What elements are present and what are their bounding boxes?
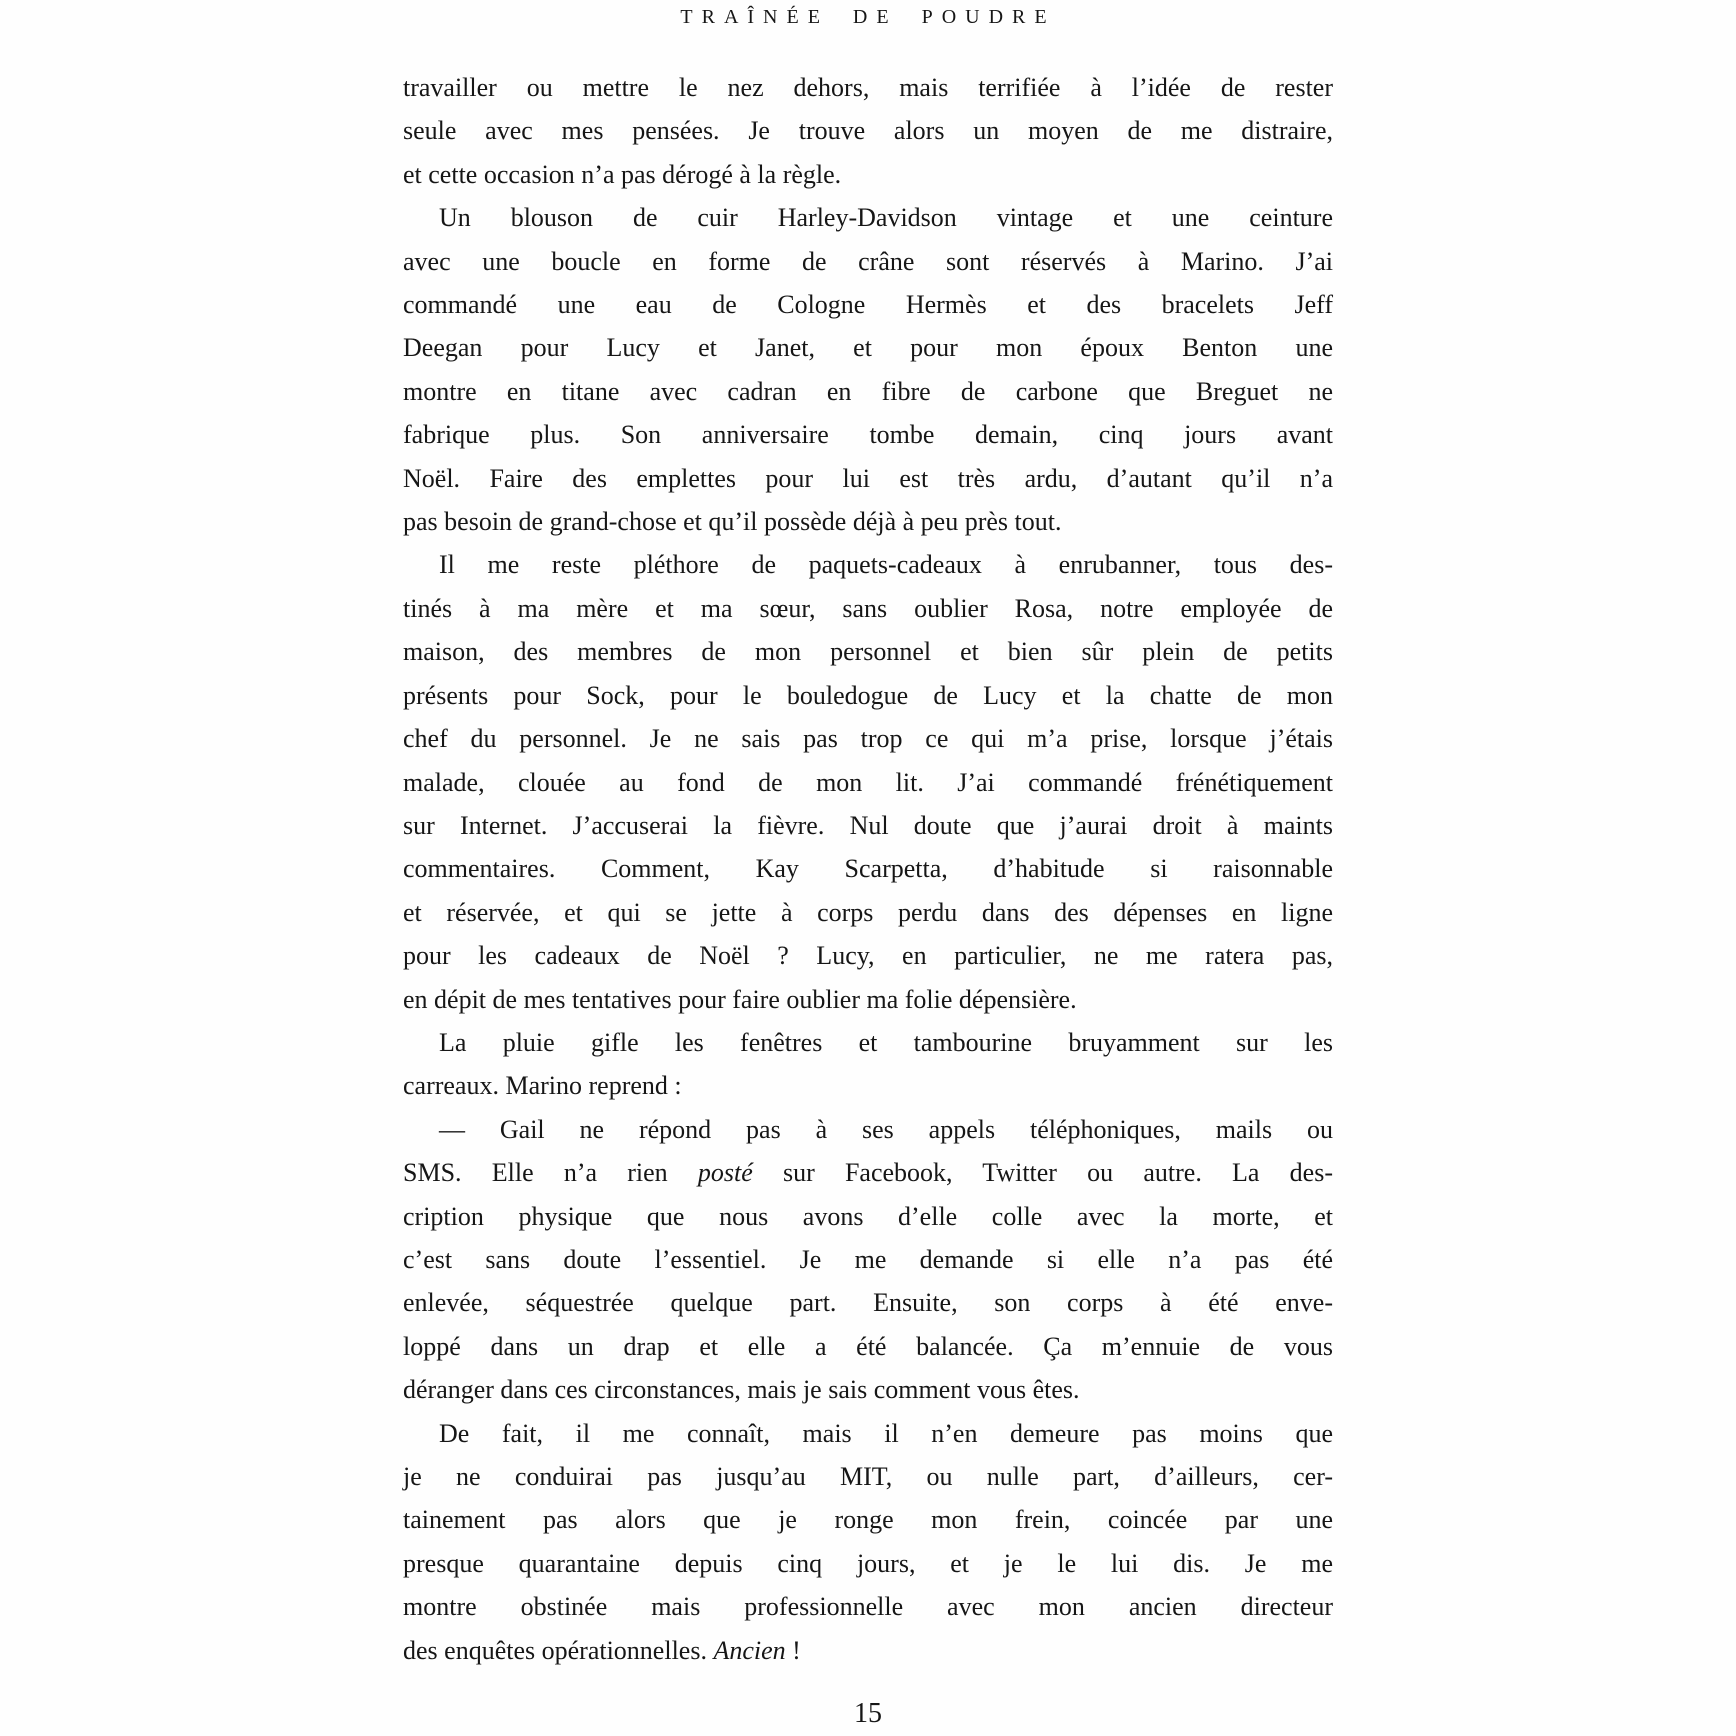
- text-line: [403, 1412, 1333, 1455]
- text-segment: sur Internet. J’accuserai la fièvre. Nul doute que j’aurai droit à maints: [403, 810, 1333, 840]
- text-segment: Un blouson de cuir Harley-Davidson vintage et une ceinture: [439, 203, 1333, 233]
- text-segment: maison, des membres de mon personnel et bien sûr plein de petits: [403, 637, 1333, 667]
- text-segment: des enquêtes opérationnelles.: [403, 1635, 714, 1665]
- text-segment: travailler ou mettre le nez dehors, mais terrifiée à l’idée de rester: [403, 73, 1333, 102]
- text-line: [403, 153, 1333, 196]
- text-segment: cription physique que nous avons d’elle colle avec la morte, et: [403, 1201, 1333, 1231]
- text-segment: pas besoin de grand-chose et qu’il possède déjà à peu près tout.: [403, 507, 1062, 537]
- text-segment: — Gail ne répond pas à ses appels téléphoniques, mails ou: [439, 1114, 1333, 1144]
- text-line: [403, 1325, 1333, 1368]
- text-segment: montre obstinée mais professionnelle avec mon ancien directeur: [403, 1592, 1333, 1622]
- text-line: [403, 978, 1333, 1021]
- page-number: 15: [854, 1698, 882, 1729]
- text-line: [403, 1064, 1333, 1107]
- text-segment: c’est sans doute l’essentiel. Je me demande si elle n’a pas été: [403, 1244, 1333, 1274]
- text-segment: commandé une eau de Cologne Hermès et des bracelets Jeff: [403, 290, 1333, 320]
- text-line: [403, 1238, 1333, 1281]
- text-line: [403, 413, 1333, 456]
- text-segment: enlevée, séquestrée quelque part. Ensuite, son corps à été enve-: [403, 1288, 1333, 1318]
- text-line: [403, 283, 1333, 326]
- text-line: [403, 240, 1333, 283]
- text-segment: Deegan pour Lucy et Janet, et pour mon époux Benton une: [403, 333, 1333, 363]
- text-line: [403, 66, 1333, 109]
- text-line: [403, 370, 1333, 413]
- text-line: [403, 847, 1333, 890]
- text-line: [403, 543, 1333, 586]
- text-segment: malade, clouée au fond de mon lit. J’ai commandé frénétiquement: [403, 767, 1333, 797]
- text-segment: déranger dans ces circonstances, mais je sais comment vous êtes.: [403, 1375, 1080, 1405]
- text-segment: chef du personnel. Je ne sais pas trop ce qui m’a prise, lorsque j’étais: [403, 724, 1333, 754]
- text-line: [403, 1455, 1333, 1498]
- text-line: [403, 717, 1333, 760]
- text-line: [403, 761, 1333, 804]
- body-text: [403, 66, 1333, 1672]
- text-segment: avec une boucle en forme de crâne sont réservés à Marino. J’ai: [403, 246, 1333, 276]
- text-segment: sur Facebook, Twitter ou autre. La des-: [752, 1158, 1333, 1188]
- text-line: [403, 1585, 1333, 1628]
- text-line: [403, 1629, 1333, 1672]
- text-segment: fabrique plus. Son anniversaire tombe demain, cinq jours avant: [403, 420, 1333, 450]
- text-segment: seule avec mes pensées. Je trouve alors un moyen de me distraire,: [403, 116, 1333, 146]
- text-segment: tinés à ma mère et ma sœur, sans oublier Rosa, notre employée de: [403, 593, 1333, 623]
- text-segment: Noël. Faire des emplettes pour lui est très ardu, d’autant qu’il n’a: [403, 463, 1333, 493]
- text-line: [403, 1368, 1333, 1411]
- text-segment: La pluie gifle les fenêtres et tambourine bruyamment sur les: [439, 1027, 1333, 1057]
- text-line: [403, 587, 1333, 630]
- text-segment: SMS. Elle n’a rien: [403, 1158, 698, 1188]
- text-line: [403, 1542, 1333, 1585]
- text-line: [403, 1021, 1333, 1064]
- text-segment: en dépit de mes tentatives pour faire oublier ma folie dépensière.: [403, 984, 1077, 1014]
- italic-text-segment: Ancien: [713, 1635, 786, 1665]
- text-segment: De fait, il me connaît, mais il n’en demeure pas moins que: [439, 1418, 1333, 1448]
- text-segment: loppé dans un drap et elle a été balancée. Ça m’ennuie de vous: [403, 1331, 1333, 1361]
- text-line: [403, 674, 1333, 717]
- text-line: [403, 109, 1333, 152]
- text-segment: presque quarantaine depuis cinq jours, et je le lui dis. Je me: [403, 1548, 1333, 1578]
- text-line: [403, 326, 1333, 369]
- text-line: [403, 500, 1333, 543]
- text-segment: commentaires. Comment, Kay Scarpetta, d’habitude si raisonnable: [403, 854, 1333, 884]
- text-line: [403, 1108, 1333, 1151]
- running-header: TRAÎNÉE DE POUDRE: [680, 6, 1056, 28]
- text-segment: présents pour Sock, pour le bouledogue de Lucy et la chatte de mon: [403, 680, 1333, 710]
- text-segment: Il me reste pléthore de paquets-cadeaux à enrubanner, tous des-: [439, 550, 1333, 580]
- text-line: [403, 1195, 1333, 1238]
- text-line: [403, 804, 1333, 847]
- text-segment: carreaux. Marino reprend :: [403, 1071, 682, 1101]
- italic-text-segment: posté: [697, 1158, 753, 1188]
- text-segment: pour les cadeaux de Noël ? Lucy, en particulier, ne me ratera pas,: [403, 941, 1333, 971]
- text-line: [403, 1498, 1333, 1541]
- text-line: [403, 934, 1333, 977]
- text-line: [403, 1151, 1333, 1194]
- text-line: [403, 1281, 1333, 1324]
- text-segment: et cette occasion n’a pas dérogé à la règle.: [403, 159, 842, 189]
- text-line: [403, 196, 1333, 239]
- text-segment: et réservée, et qui se jette à corps perdu dans des dépenses en ligne: [403, 897, 1333, 927]
- text-segment: je ne conduirai pas jusqu’au MIT, ou nulle part, d’ailleurs, cer-: [403, 1462, 1333, 1491]
- text-segment: tainement pas alors que je ronge mon frein, coincée par une: [403, 1505, 1333, 1535]
- text-segment: montre en titane avec cadran en fibre de carbone que Breguet ne: [403, 376, 1333, 406]
- text-line: [403, 457, 1333, 500]
- text-line: [403, 891, 1333, 934]
- text-line: [403, 630, 1333, 673]
- text-segment: !: [785, 1635, 801, 1665]
